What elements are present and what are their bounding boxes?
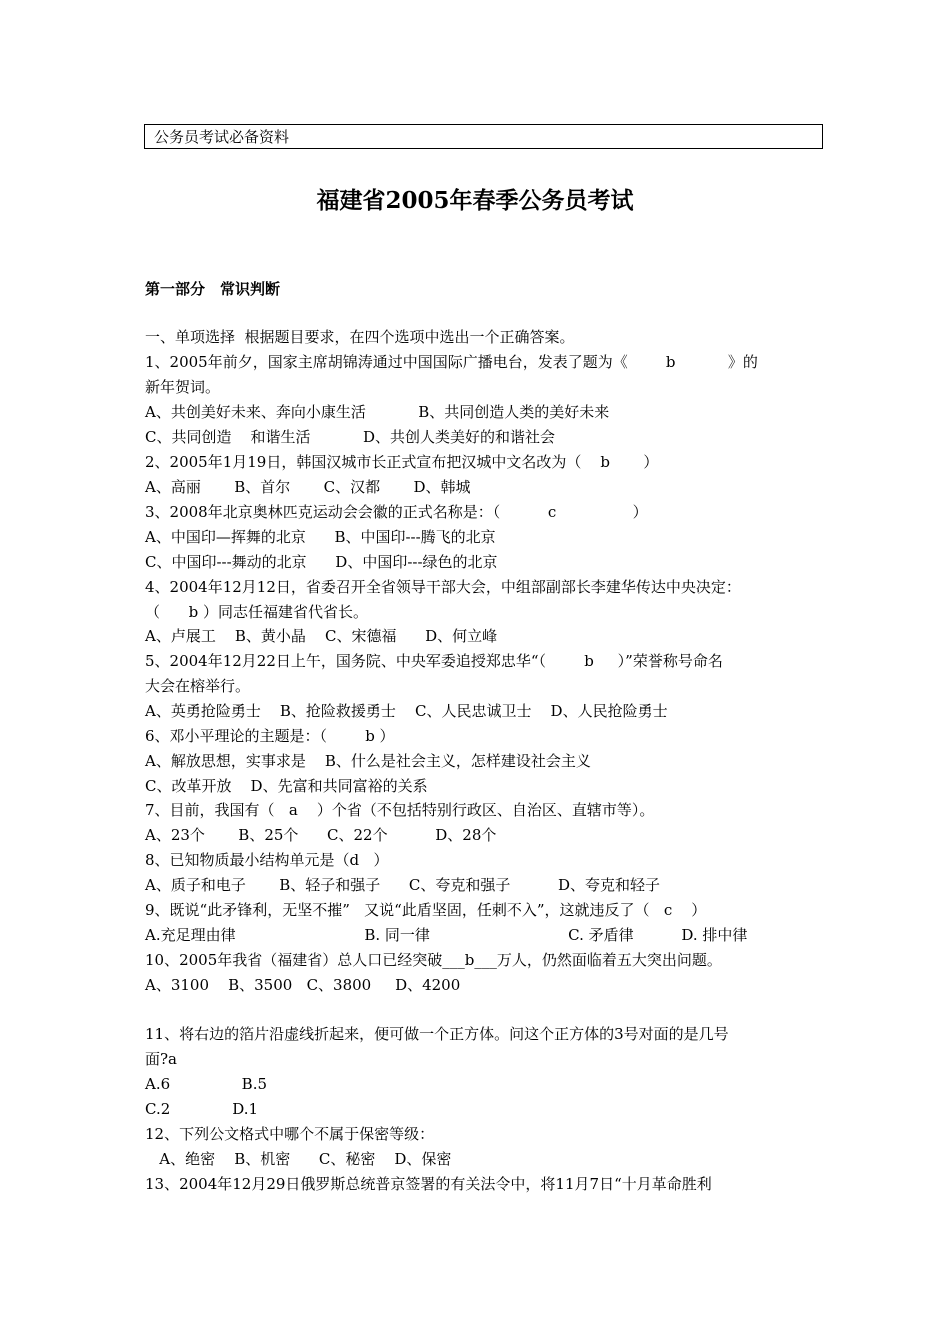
page-title: 福建省2005年春季公务员考试: [316, 187, 634, 214]
text-line: 8、已知物质最小结构单元是（d ）: [145, 851, 389, 869]
text-line: 一、单项选择 根据题目要求，在四个选项中选出一个正确答案。: [145, 328, 575, 346]
text-line: 4、2004年12月12日，省委召开全省领导干部大会，中组部副部长李建华传达中央决定：: [145, 578, 741, 596]
text-line: A、23个 B、25个 C、22个 D、28个: [145, 826, 497, 844]
text-line: 2、2005年1月19日，韩国汉城市长正式宣布把汉城中文名改为（ b ）: [145, 453, 659, 471]
text-line: A、英勇抢险勇士 B、抢险救援勇士 C、人民忠诚卫士 D、人民抢险勇士: [145, 702, 668, 720]
text-line: 6、邓小平理论的主题是：（ b ）: [145, 727, 395, 745]
text-line: 5、2004年12月22日上午，国务院、中央军委追授郑忠华“（ b ）”荣誉称号命名: [145, 652, 723, 670]
text-line: C、中国印---舞动的北京 D、中国印---绿色的北京: [145, 553, 498, 571]
text-line: A.充足理由律 B. 同一律 C. 矛盾律 D. 排中律: [145, 926, 748, 944]
text-line: A、解放思想，实事求是 B、什么是社会主义，怎样建设社会主义: [145, 752, 591, 770]
text-line: 11、将右边的箔片沿虚线折起来，便可做一个正方体。问这个正方体的3号对面的是几号: [145, 1025, 729, 1043]
text-line: 12、下列公文格式中哪个不属于保密等级：: [145, 1125, 435, 1143]
text-line: A、3100 B、3500 C、3800 D、4200: [145, 976, 461, 994]
text-line: A、卢展工 B、黄小晶 C、宋德福 D、何立峰: [145, 627, 498, 645]
text-line: C、改革开放 D、先富和共同富裕的关系: [145, 777, 428, 795]
text-line: C、共同创造 和谐生活 D、共创人类美好的和谐社会: [145, 428, 556, 446]
header-box: [144, 124, 823, 149]
text-line: 7、目前，我国有（ a ）个省（不包括特别行政区、自治区、直辖市等）。: [145, 801, 655, 819]
text-line: A、高丽 B、首尔 C、汉都 D、韩城: [145, 478, 471, 496]
text-line: 大会在榕举行。: [145, 677, 251, 695]
text-line: 3、2008年北京奥林匹克运动会会徽的正式名称是：（ c ）: [145, 503, 648, 521]
header-label: 公务员考试必备资料: [154, 128, 290, 146]
text-line: A、共创美好未来、奔向小康生活 B、共同创造人类的美好未来: [145, 403, 610, 421]
text-line: A、绝密 B、机密 C、秘密 D、保密: [145, 1150, 452, 1168]
text-line: A、质子和电子 B、轻子和强子 C、夸克和强子 D、夸克和轻子: [145, 876, 661, 894]
text-line: 面?a: [145, 1050, 177, 1068]
text-line: 13、2004年12月29日俄罗斯总统普京签署的有关法令中，将11月7日“十月革命胜利: [145, 1175, 712, 1193]
text-line: A、中国印—挥舞的北京 B、中国印---腾飞的北京: [145, 528, 496, 546]
text-line: （ b ）同志任福建省代省长。: [145, 603, 368, 621]
text-line: 10、2005年我省（福建省）总人口已经突破___b___万人，仍然面临着五大突出问题。: [145, 951, 722, 969]
text-line: C.2 D.1: [145, 1100, 259, 1118]
text-line: 9、既说“此矛锋利，无坚不摧” 又说“此盾坚固，任刺不入”，这就违反了（ c ）: [145, 901, 707, 919]
text-line: A.6 B.5: [145, 1075, 267, 1093]
section-heading: 第一部分 常识判断: [145, 280, 281, 298]
text-line: 新年贺词。: [145, 378, 221, 396]
text-line: 1、2005年前夕，国家主席胡锦涛通过中国国际广播电台，发表了题为《 b 》的: [145, 353, 758, 371]
